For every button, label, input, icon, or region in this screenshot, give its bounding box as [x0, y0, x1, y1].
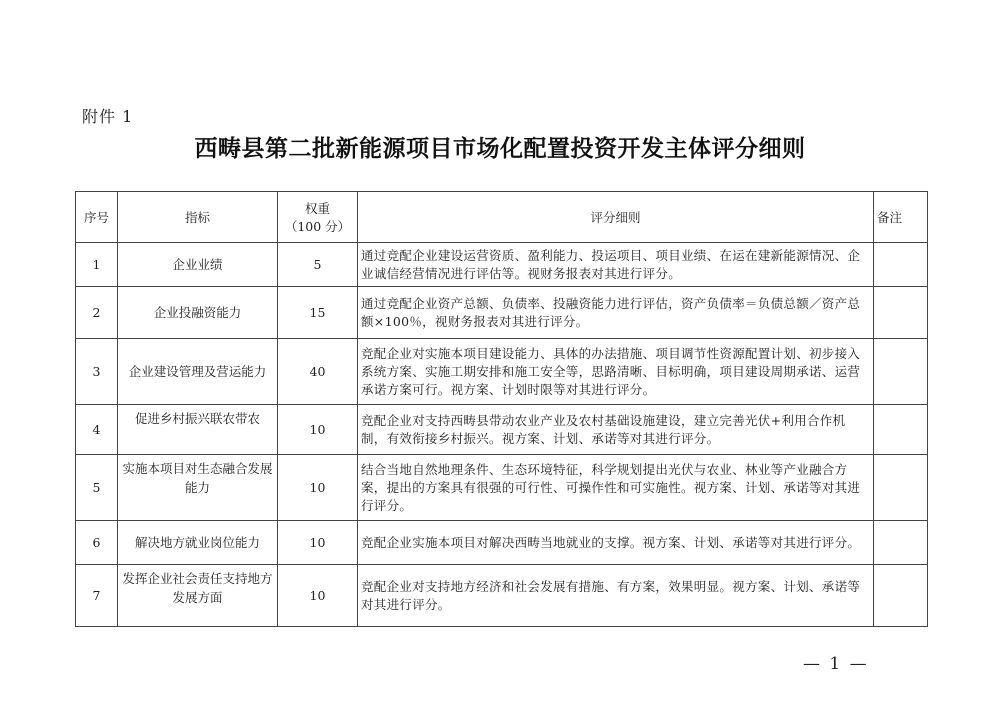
row-weight: 5 [278, 243, 358, 287]
table-row [76, 287, 928, 339]
row-details: 竞配企业对实施本项目建设能力、具体的办法措施、项目调节性资源配置计划、初步接入系统方案、实施工期安排和施工安全等，思路清晰、目标明确，项目建设周期承诺、运营承诺方案可行。视方案、计划时限等对其进行评分。 [358, 339, 874, 405]
row-remarks [874, 339, 928, 405]
row-details: 通过竞配企业建设运营资质、盈利能力、投运项目、项目业绩、在运在建新能源情况、企业诚信经营情况进行评估等。视财务报表对其进行评分。 [358, 243, 874, 287]
row-weight: 10 [278, 455, 358, 521]
row-weight: 15 [278, 287, 358, 339]
row-details: 竞配企业实施本项目对解决西畴当地就业的支撑。视方案、计划、承诺等对其进行评分。 [358, 521, 874, 565]
header-indicator: 指标 [118, 192, 278, 243]
header-details: 评分细则 [358, 192, 874, 243]
row-no: 7 [76, 565, 118, 627]
row-indicator: 实施本项目对生态融合发展能力 [118, 455, 278, 521]
header-weight-line1: 权重 [304, 201, 330, 216]
row-weight: 10 [278, 405, 358, 455]
table-header-row [76, 192, 928, 243]
row-details: 竞配企业对支持地方经济和社会发展有措施、有方案，效果明显。视方案、计划、承诺等对其进行评分。 [358, 565, 874, 627]
row-no: 3 [76, 339, 118, 405]
row-details: 竞配企业对支持西畴县带动农业产业及农村基础设施建设，建立完善光伏+利用合作机制，有效衔接乡村振兴。视方案、计划、承诺等对其进行评分。 [358, 405, 874, 455]
table-row [76, 565, 928, 627]
table-row [76, 455, 928, 521]
row-indicator: 促进乡村振兴联农带农 [118, 405, 278, 455]
row-details: 结合当地自然地理条件、生态环境特征，科学规划提出光伏与农业、林业等产业融合方案，提出的方案具有很强的可行性、可操作性和可实施性。视方案、计划、承诺等对其进行评分。 [358, 455, 874, 521]
table-row [76, 521, 928, 565]
row-remarks [874, 405, 928, 455]
table-row [76, 339, 928, 405]
row-remarks [874, 565, 928, 627]
scoring-table [75, 191, 928, 627]
row-no: 2 [76, 287, 118, 339]
row-weight: 10 [278, 521, 358, 565]
table-row [76, 243, 928, 287]
header-remarks: 备注 [874, 192, 928, 243]
page-number: — 1 — [803, 654, 869, 674]
header-weight-line2: （100 分） [284, 219, 351, 234]
row-details: 通过竞配企业资产总额、负债率、投融资能力进行评估，资产负债率＝负债总额／资产总额×100％，视财务报表对其进行评分。 [358, 287, 874, 339]
table-row [76, 405, 928, 455]
row-remarks [874, 243, 928, 287]
row-remarks [874, 521, 928, 565]
row-no: 1 [76, 243, 118, 287]
row-indicator: 发挥企业社会责任支持地方发展方面 [118, 565, 278, 627]
row-remarks [874, 455, 928, 521]
row-weight: 10 [278, 565, 358, 627]
row-indicator: 企业建设管理及营运能力 [118, 339, 278, 405]
row-no: 5 [76, 455, 118, 521]
header-no: 序号 [76, 192, 118, 243]
header-weight [278, 192, 358, 243]
document-title: 西畴县第二批新能源项目市场化配置投资开发主体评分细则 [194, 136, 806, 162]
row-weight: 40 [278, 339, 358, 405]
row-indicator: 解决地方就业岗位能力 [118, 521, 278, 565]
row-indicator: 企业投融资能力 [118, 287, 278, 339]
row-no: 4 [76, 405, 118, 455]
row-remarks [874, 287, 928, 339]
row-indicator: 企业业绩 [118, 243, 278, 287]
row-no: 6 [76, 521, 118, 565]
attachment-label: 附件 1 [82, 107, 134, 126]
